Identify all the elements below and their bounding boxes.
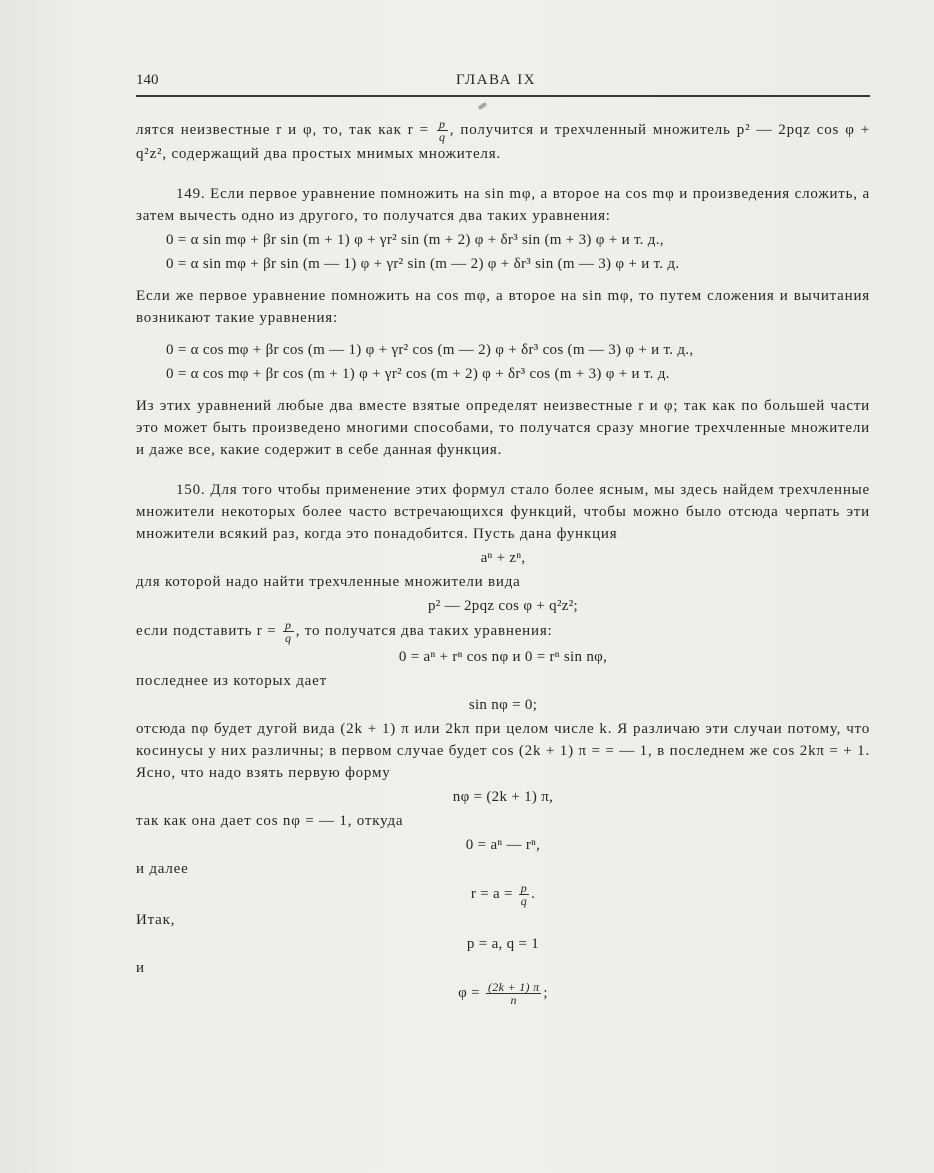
text-run: лятся неизвестные r и φ, то, так как r = bbox=[136, 121, 429, 138]
text-d: последнее из которых дает bbox=[136, 673, 327, 689]
page-number: 140 bbox=[136, 72, 159, 88]
text-run: . bbox=[531, 885, 536, 902]
paragraph-149: 149. Если первое уравнение помножить на sin mφ, а второе на cos mφ и произведения сложить, а затем вычесть одно из другого, то получатся два таких уравнения: bbox=[136, 186, 870, 224]
equation-e: nφ = (2k + 1) π, bbox=[452, 789, 554, 805]
text-h: Итак, bbox=[136, 912, 176, 928]
text-run: , получится и трехчленный множитель bbox=[449, 121, 731, 138]
fraction-p-q: $\frac{p}{q}$ bbox=[438, 117, 446, 144]
equation-g bbox=[136, 882, 870, 907]
equation-2: 0 = α sin mφ + βr sin (m — 1) φ + γr² sin (m — 2) φ + δr³ sin (m — 3) φ + и т. д. bbox=[166, 256, 680, 272]
equation-3: 0 = α cos mφ + βr cos (m — 1) φ + γr² cos (m — 2) φ + δr³ cos (m — 3) φ + и т. д., bbox=[166, 342, 694, 358]
continued-paragraph bbox=[136, 118, 870, 165]
page-header bbox=[136, 72, 870, 92]
text-f: так как она дает cos nφ = — 1, откуда bbox=[136, 813, 404, 829]
fraction-phi: $\frac{(2k + 1) \pi}{n}$ bbox=[487, 980, 540, 1007]
text-run: r = a = bbox=[470, 885, 513, 902]
equation-a: aⁿ + zⁿ, bbox=[480, 550, 526, 566]
text-run: φ = bbox=[458, 984, 480, 1001]
equation-b: p² — 2pqz cos φ + q²z²; bbox=[428, 598, 578, 614]
running-head: ГЛАВА IX bbox=[456, 72, 537, 88]
text-e: отсюда nφ будет дугой вида (2k + 1) π или 2kπ при целом числе k. Я различаю эти случаи потому, что косинусы у них различны; в первом случае будет cos (2k + 1) π = = — 1, в последнем же cos 2kπ = + 1. Ясно, что надо взять первую форму bbox=[136, 721, 870, 781]
page-body bbox=[136, 118, 870, 1008]
equation-f: 0 = aⁿ — rⁿ, bbox=[465, 837, 541, 853]
equation-1: 0 = α sin mφ + βr sin (m + 1) φ + γr² sin (m + 2) φ + δr³ sin (m + 3) φ + и т. д., bbox=[166, 232, 664, 248]
equation-h: p = a, q = 1 bbox=[466, 936, 540, 952]
ink-blot bbox=[478, 102, 488, 110]
paragraph-149-end: Из этих уравнений любые два вместе взятые определят неизвестные r и φ; так как по большей части это может быть произведено многими способами, то получатся сразу многие трехчленные множители и даже все, какие содержит в себе данная функция. bbox=[136, 398, 870, 458]
text-run: если подставить r = bbox=[136, 622, 277, 639]
paragraph-150: 150. Для того чтобы применение этих формул стало более ясным, мы здесь найдем трехчленные множители некоторых более часто встречающихся функций, чтобы можно было отсюда черпать эти множители всякий раз, когда это понадобится. Пусть дана функция bbox=[136, 482, 870, 542]
fraction-p-q-3: $\frac{p}{q}$ bbox=[520, 881, 528, 908]
equation-i bbox=[136, 981, 870, 1006]
text-run: p² — 2pqz cos φ + q²z², содержащий два простых мнимых множителя. bbox=[136, 121, 870, 162]
equation-c: 0 = aⁿ + rⁿ cos nφ и 0 = rⁿ sin nφ, bbox=[398, 649, 608, 665]
equation-d: sin nφ = 0; bbox=[468, 697, 538, 713]
text-i: и bbox=[136, 960, 145, 976]
paragraph-149-cont: Если же первое уравнение помножить на cos mφ, а второе на sin mφ, то путем сложения и вычитания возникают такие уравнения: bbox=[136, 288, 870, 326]
text-run: ; bbox=[543, 984, 548, 1001]
text-c bbox=[136, 619, 870, 644]
header-rule bbox=[136, 95, 870, 97]
text-g: и далее bbox=[136, 861, 189, 877]
text-b: для которой надо найти трехчленные множители вида bbox=[136, 574, 521, 590]
fraction-p-q-2: $\frac{p}{q}$ bbox=[284, 618, 292, 645]
text-run: , то получатся два таких уравнения: bbox=[295, 622, 553, 639]
equation-4: 0 = α cos mφ + βr cos (m + 1) φ + γr² cos (m + 2) φ + δr³ cos (m + 3) φ + и т. д. bbox=[166, 366, 670, 382]
